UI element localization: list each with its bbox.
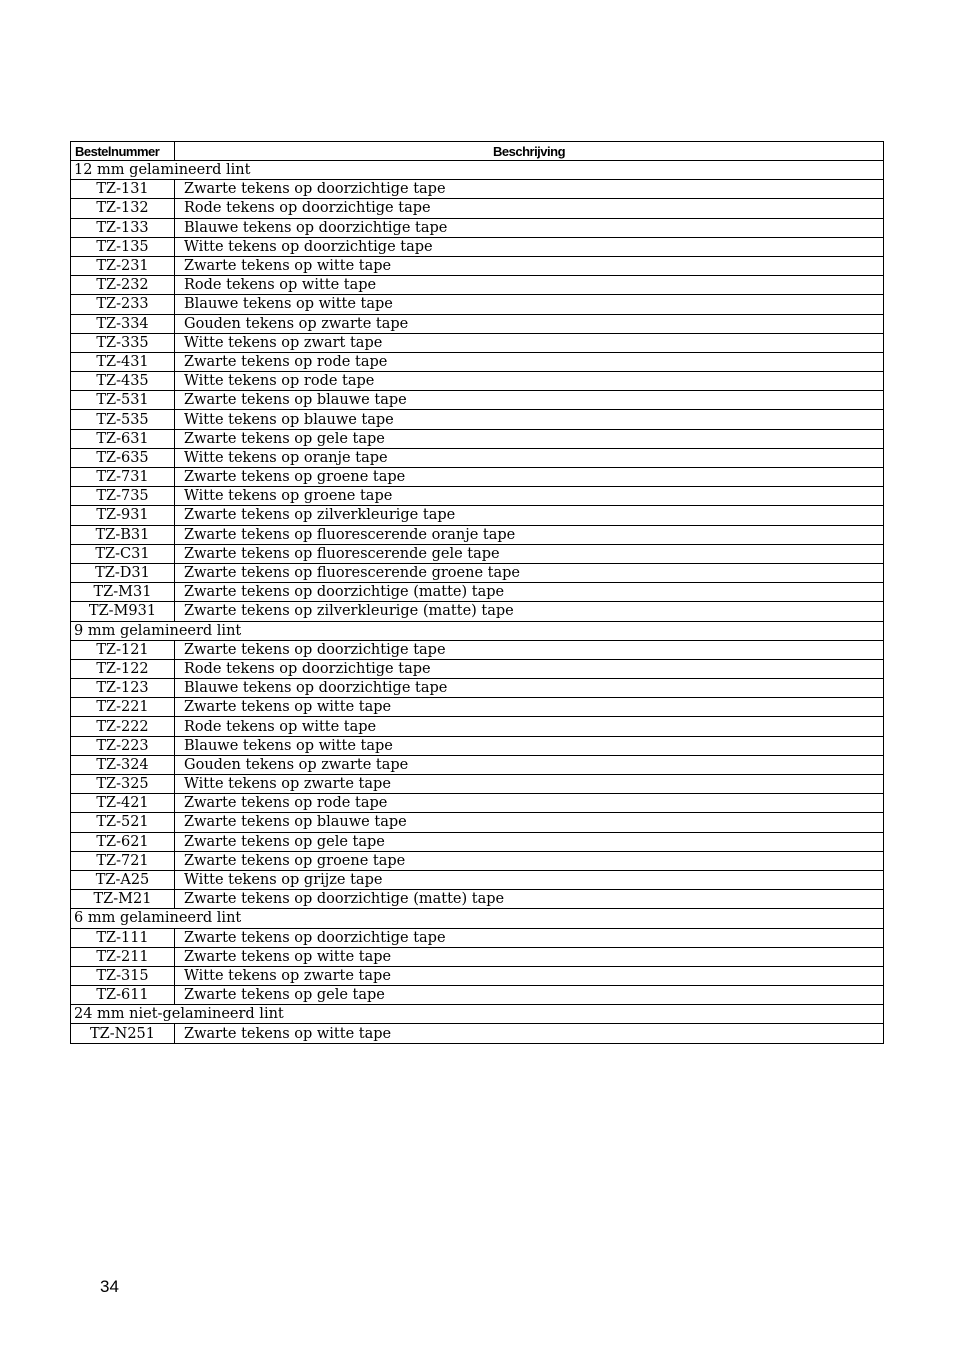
table-row <box>71 295 884 314</box>
table-row <box>71 199 884 218</box>
description-cell: Zwarte tekens op fluorescerende gele tape <box>175 544 884 563</box>
description-cell: Zwarte tekens op doorzichtige tape <box>175 180 884 199</box>
description-cell: Witte tekens op doorzichtige tape <box>175 237 884 256</box>
description-cell: Zwarte tekens op groene tape <box>175 851 884 870</box>
table-row <box>71 410 884 429</box>
description-cell: Blauwe tekens op doorzichtige tape <box>175 218 884 237</box>
table-row <box>71 563 884 582</box>
tape-table <box>70 141 884 1044</box>
table-row <box>71 391 884 410</box>
description-cell: Blauwe tekens op witte tape <box>175 295 884 314</box>
order-number-cell: TZ-222 <box>71 717 175 736</box>
order-number-cell: TZ-111 <box>71 928 175 947</box>
description-cell: Zwarte tekens op fluorescerende oranje tape <box>175 525 884 544</box>
table-row <box>71 429 884 448</box>
section-row <box>71 161 884 180</box>
table-row <box>71 372 884 391</box>
description-cell: Witte tekens op grijze tape <box>175 870 884 889</box>
table-row <box>71 947 884 966</box>
table-row <box>71 602 884 621</box>
description-cell: Witte tekens op rode tape <box>175 372 884 391</box>
order-number-cell: TZ-431 <box>71 352 175 371</box>
table-row <box>71 1024 884 1043</box>
order-number-cell: TZ-735 <box>71 487 175 506</box>
description-cell: Zwarte tekens op zilverkleurige (matte) tape <box>175 602 884 621</box>
table-row <box>71 736 884 755</box>
table-row <box>71 755 884 774</box>
order-number-cell: TZ-621 <box>71 832 175 851</box>
table-row <box>71 794 884 813</box>
description-cell: Zwarte tekens op witte tape <box>175 947 884 966</box>
description-cell: Gouden tekens op zwarte tape <box>175 314 884 333</box>
description-cell: Zwarte tekens op rode tape <box>175 794 884 813</box>
description-cell: Zwarte tekens op gele tape <box>175 832 884 851</box>
order-number-cell: TZ-334 <box>71 314 175 333</box>
order-number-cell: TZ-C31 <box>71 544 175 563</box>
description-cell: Zwarte tekens op doorzichtige (matte) tape <box>175 583 884 602</box>
order-number-cell: TZ-731 <box>71 468 175 487</box>
description-cell: Zwarte tekens op fluorescerende groene tape <box>175 563 884 582</box>
table-row <box>71 333 884 352</box>
table-row <box>71 698 884 717</box>
header-order-number: Bestelnummer <box>71 142 175 161</box>
order-number-cell: TZ-335 <box>71 333 175 352</box>
table-row <box>71 890 884 909</box>
description-cell: Zwarte tekens op zilverkleurige tape <box>175 506 884 525</box>
order-number-cell: TZ-131 <box>71 180 175 199</box>
order-number-cell: TZ-135 <box>71 237 175 256</box>
table-header-row <box>71 142 884 161</box>
description-cell: Rode tekens op witte tape <box>175 717 884 736</box>
description-cell: Zwarte tekens op witte tape <box>175 256 884 275</box>
order-number-cell: TZ-133 <box>71 218 175 237</box>
table-row <box>71 928 884 947</box>
table-body <box>71 161 884 1044</box>
order-number-cell: TZ-233 <box>71 295 175 314</box>
table-row <box>71 679 884 698</box>
description-cell: Zwarte tekens op gele tape <box>175 986 884 1005</box>
table-row <box>71 352 884 371</box>
order-number-cell: TZ-315 <box>71 966 175 985</box>
order-number-cell: TZ-122 <box>71 659 175 678</box>
order-number-cell: TZ-M31 <box>71 583 175 602</box>
description-cell: Witte tekens op oranje tape <box>175 448 884 467</box>
description-cell: Zwarte tekens op groene tape <box>175 468 884 487</box>
section-title: 9 mm gelamineerd lint <box>71 621 884 640</box>
description-cell: Zwarte tekens op witte tape <box>175 698 884 717</box>
description-cell: Witte tekens op zwarte tape <box>175 966 884 985</box>
description-cell: Gouden tekens op zwarte tape <box>175 755 884 774</box>
order-number-cell: TZ-324 <box>71 755 175 774</box>
table-row <box>71 717 884 736</box>
order-number-cell: TZ-211 <box>71 947 175 966</box>
order-number-cell: TZ-N251 <box>71 1024 175 1043</box>
order-number-cell: TZ-325 <box>71 775 175 794</box>
table-row <box>71 813 884 832</box>
order-number-cell: TZ-M21 <box>71 890 175 909</box>
section-row <box>71 621 884 640</box>
order-number-cell: TZ-223 <box>71 736 175 755</box>
table-row <box>71 448 884 467</box>
table-row <box>71 506 884 525</box>
description-cell: Zwarte tekens op witte tape <box>175 1024 884 1043</box>
section-row <box>71 1005 884 1024</box>
page-number: 34 <box>100 1277 119 1296</box>
order-number-cell: TZ-631 <box>71 429 175 448</box>
order-number-cell: TZ-535 <box>71 410 175 429</box>
description-cell: Zwarte tekens op rode tape <box>175 352 884 371</box>
table-row <box>71 583 884 602</box>
table-row <box>71 276 884 295</box>
description-cell: Witte tekens op zwart tape <box>175 333 884 352</box>
description-cell: Rode tekens op witte tape <box>175 276 884 295</box>
table-row <box>71 487 884 506</box>
description-cell: Zwarte tekens op doorzichtige (matte) tape <box>175 890 884 909</box>
order-number-cell: TZ-221 <box>71 698 175 717</box>
order-number-cell: TZ-M931 <box>71 602 175 621</box>
table-row <box>71 870 884 889</box>
table-row <box>71 640 884 659</box>
order-number-cell: TZ-132 <box>71 199 175 218</box>
order-number-cell: TZ-D31 <box>71 563 175 582</box>
order-number-cell: TZ-121 <box>71 640 175 659</box>
description-cell: Zwarte tekens op blauwe tape <box>175 391 884 410</box>
table-row <box>71 256 884 275</box>
order-number-cell: TZ-611 <box>71 986 175 1005</box>
table-row <box>71 468 884 487</box>
table-row <box>71 966 884 985</box>
section-row <box>71 909 884 928</box>
description-cell: Zwarte tekens op doorzichtige tape <box>175 640 884 659</box>
order-number-cell: TZ-231 <box>71 256 175 275</box>
table-row <box>71 986 884 1005</box>
order-number-cell: TZ-B31 <box>71 525 175 544</box>
order-number-cell: TZ-421 <box>71 794 175 813</box>
header-description: Beschrijving <box>175 142 884 161</box>
table-row <box>71 544 884 563</box>
order-number-cell: TZ-521 <box>71 813 175 832</box>
order-number-cell: TZ-931 <box>71 506 175 525</box>
description-cell: Zwarte tekens op doorzichtige tape <box>175 928 884 947</box>
table-row <box>71 775 884 794</box>
order-number-cell: TZ-721 <box>71 851 175 870</box>
order-number-cell: TZ-435 <box>71 372 175 391</box>
table-row <box>71 525 884 544</box>
description-cell: Witte tekens op groene tape <box>175 487 884 506</box>
table-row <box>71 851 884 870</box>
order-number-cell: TZ-531 <box>71 391 175 410</box>
order-number-cell: TZ-A25 <box>71 870 175 889</box>
description-cell: Zwarte tekens op blauwe tape <box>175 813 884 832</box>
table-row <box>71 659 884 678</box>
description-cell: Witte tekens op zwarte tape <box>175 775 884 794</box>
table-row <box>71 314 884 333</box>
order-number-cell: TZ-232 <box>71 276 175 295</box>
section-title: 6 mm gelamineerd lint <box>71 909 884 928</box>
description-cell: Rode tekens op doorzichtige tape <box>175 199 884 218</box>
description-cell: Rode tekens op doorzichtige tape <box>175 659 884 678</box>
description-cell: Blauwe tekens op doorzichtige tape <box>175 679 884 698</box>
description-cell: Blauwe tekens op witte tape <box>175 736 884 755</box>
table-row <box>71 180 884 199</box>
description-cell: Witte tekens op blauwe tape <box>175 410 884 429</box>
section-title: 12 mm gelamineerd lint <box>71 161 884 180</box>
order-number-cell: TZ-123 <box>71 679 175 698</box>
table-row <box>71 237 884 256</box>
section-title: 24 mm niet-gelamineerd lint <box>71 1005 884 1024</box>
order-number-cell: TZ-635 <box>71 448 175 467</box>
description-cell: Zwarte tekens op gele tape <box>175 429 884 448</box>
table-row <box>71 832 884 851</box>
table-row <box>71 218 884 237</box>
